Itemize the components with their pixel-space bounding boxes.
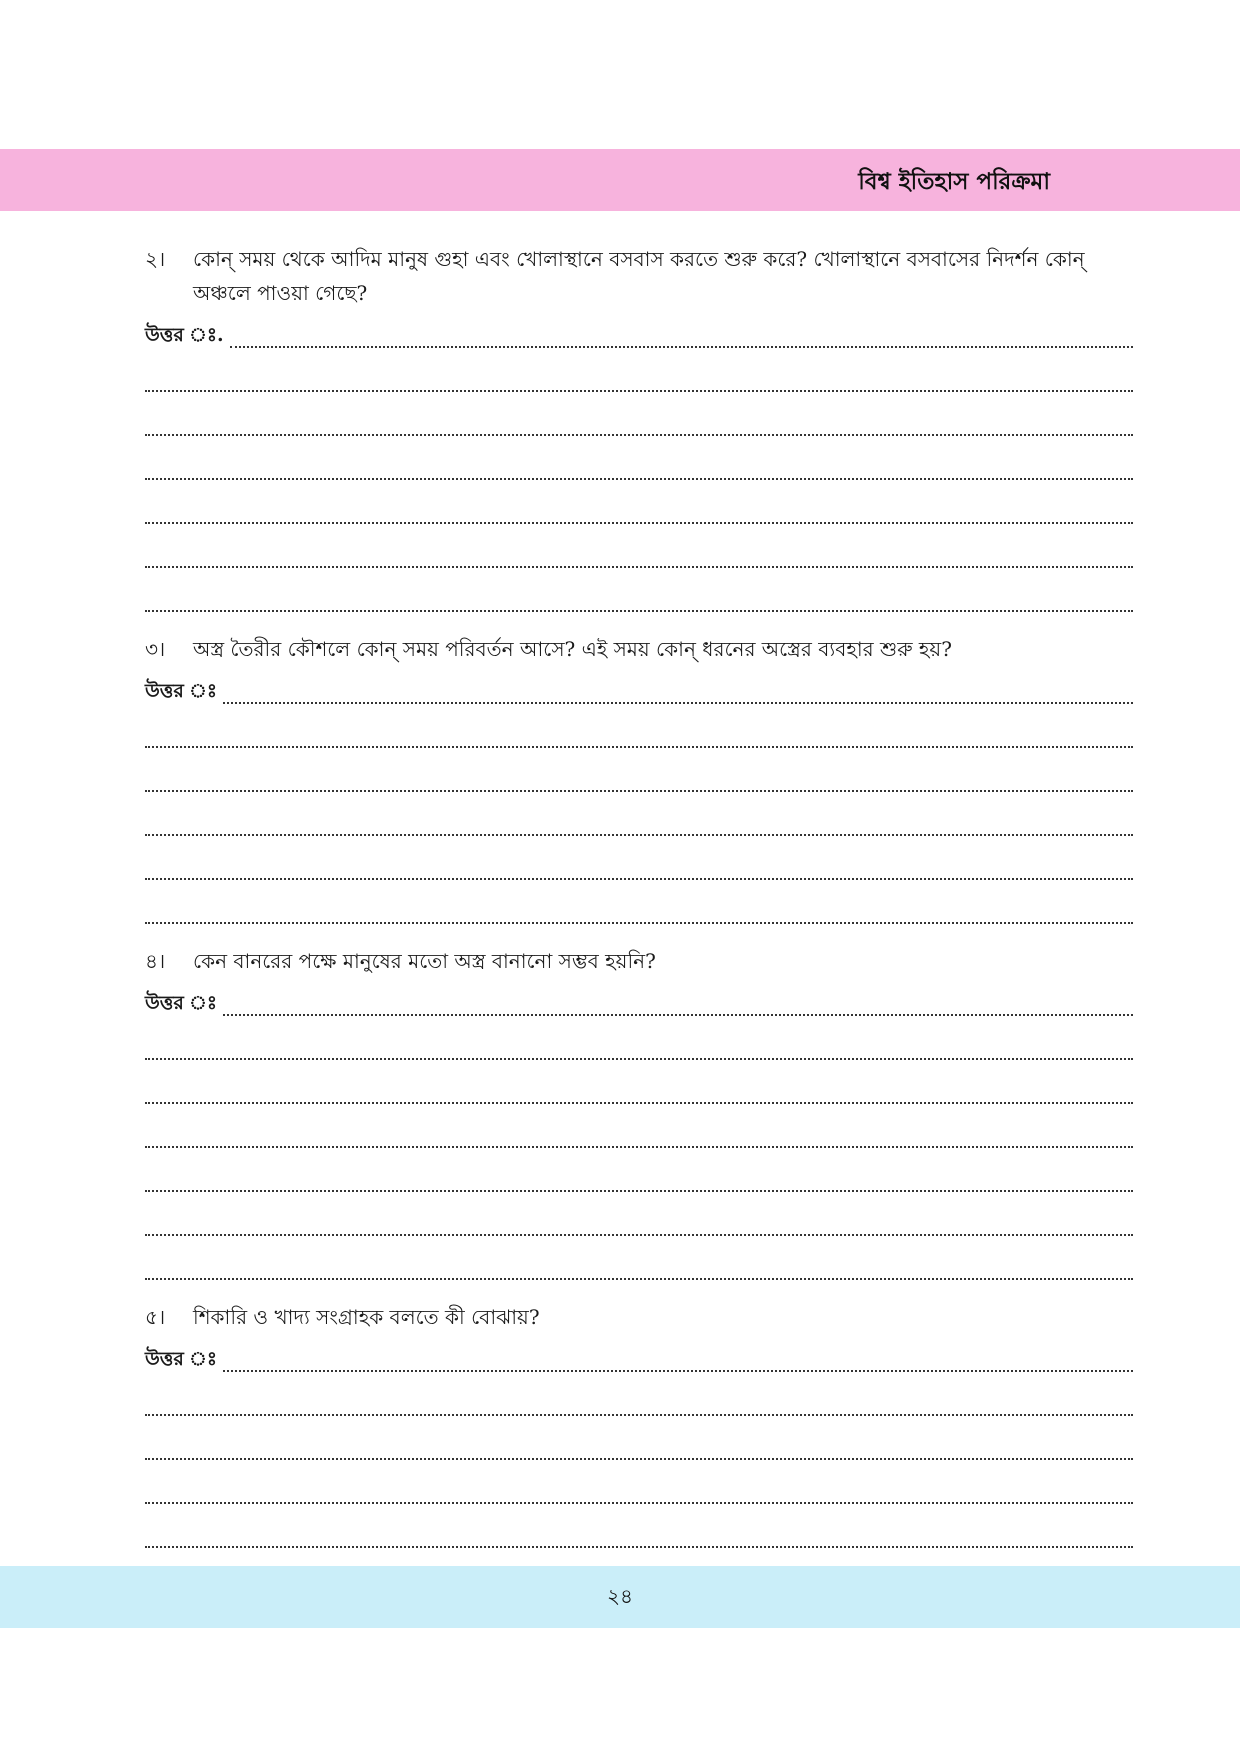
dotted-line	[145, 1414, 1133, 1416]
dotted-line	[145, 478, 1133, 480]
answer-line[interactable]	[145, 574, 1133, 618]
answer-line[interactable]	[145, 710, 1133, 754]
answer-block-3	[145, 666, 1133, 930]
answer-line[interactable]	[145, 1022, 1133, 1066]
question-3	[145, 632, 1133, 666]
footer-band	[0, 1566, 1240, 1628]
dotted-line	[145, 522, 1133, 524]
question-text: শিকারি ও খাদ্য সংগ্রাহক বলতে কী বোঝায়?	[193, 1305, 540, 1329]
header-band	[0, 149, 1240, 211]
book-title: বিশ্ব ইতিহাস পরিক্রমা	[858, 169, 1050, 195]
answer-label: উত্তর ঃ	[145, 1348, 218, 1370]
answer-line[interactable]	[145, 1066, 1133, 1110]
dotted-line	[145, 1058, 1133, 1060]
question-text: অস্ত্র তৈরীর কৌশলে কোন্ সময় পরিবর্তন আসে? এই সময় কোন্ ধরনের অস্ত্রের ব্যবহার শুরু হয়?	[193, 637, 952, 661]
question-2	[145, 242, 1133, 310]
dotted-line	[145, 390, 1133, 392]
dotted-line	[145, 878, 1133, 880]
answer-line[interactable]	[145, 1198, 1133, 1242]
answer-block-5	[145, 1334, 1133, 1554]
dotted-line	[145, 1458, 1133, 1460]
answer-line[interactable]	[145, 1154, 1133, 1198]
question-text: কেন বানরের পক্ষে মানুষের মতো অস্ত্র বানানো সম্ভব হয়নি?	[193, 949, 656, 973]
answer-block-4	[145, 978, 1133, 1286]
dotted-line	[230, 346, 1133, 348]
dotted-line	[145, 1546, 1133, 1548]
dotted-line	[145, 1278, 1133, 1280]
question-5	[145, 1300, 1133, 1334]
dotted-line	[145, 566, 1133, 568]
answer-line[interactable]	[145, 354, 1133, 398]
answer-line[interactable]	[145, 1334, 1133, 1378]
dotted-line	[145, 1234, 1133, 1236]
question-number: ২।	[145, 247, 166, 271]
answer-line[interactable]	[145, 1422, 1133, 1466]
question-number: ৫।	[145, 1305, 166, 1329]
question-text: কোন্ সময় থেকে আদিম মানুষ গুহা এবং খোলাস্থানে বসবাস করতে শুরু করে? খোলাস্থানে বসবাসের নিদর্শন কোন্ অঞ্চলে পাওয়া গেছে?	[193, 247, 1085, 305]
answer-line[interactable]	[145, 310, 1133, 354]
question-number: ৩।	[145, 637, 166, 661]
dotted-line	[145, 746, 1133, 748]
answer-line[interactable]	[145, 1510, 1133, 1554]
answer-label: উত্তর ঃ	[145, 680, 218, 702]
answer-line[interactable]	[145, 798, 1133, 842]
answer-line[interactable]	[145, 886, 1133, 930]
answer-line[interactable]	[145, 1378, 1133, 1422]
answer-line[interactable]	[145, 1242, 1133, 1286]
answer-line[interactable]	[145, 442, 1133, 486]
page-number: ২৪	[607, 1584, 633, 1608]
dotted-line	[145, 1146, 1133, 1148]
worksheet-content	[145, 242, 1133, 1568]
dotted-line	[145, 610, 1133, 612]
dotted-line	[223, 702, 1133, 704]
dotted-line	[145, 434, 1133, 436]
dotted-line	[145, 1102, 1133, 1104]
question-number: ৪।	[145, 949, 166, 973]
dotted-line	[145, 834, 1133, 836]
answer-line[interactable]	[145, 842, 1133, 886]
answer-label: উত্তর ঃ	[145, 992, 218, 1014]
dotted-line	[145, 1502, 1133, 1504]
answer-line[interactable]	[145, 1110, 1133, 1154]
answer-line[interactable]	[145, 486, 1133, 530]
answer-line[interactable]	[145, 398, 1133, 442]
dotted-line	[223, 1370, 1133, 1372]
answer-line[interactable]	[145, 530, 1133, 574]
dotted-line	[145, 922, 1133, 924]
answer-line[interactable]	[145, 666, 1133, 710]
question-4	[145, 944, 1133, 978]
answer-line[interactable]	[145, 978, 1133, 1022]
dotted-line	[145, 790, 1133, 792]
dotted-line	[145, 1190, 1133, 1192]
answer-line[interactable]	[145, 754, 1133, 798]
answer-line[interactable]	[145, 1466, 1133, 1510]
answer-block-2	[145, 310, 1133, 618]
answer-label: উত্তর ঃ.	[145, 324, 224, 346]
dotted-line	[223, 1014, 1133, 1016]
